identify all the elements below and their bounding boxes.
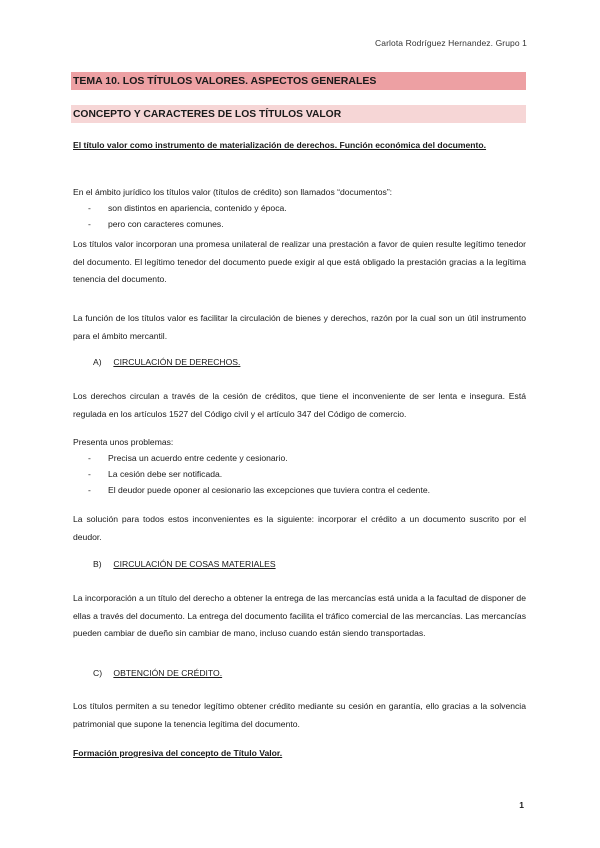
paragraph-7: La incorporación a un título del derecho a obtener la entrega de las mercancías está unida a la facultad de disponer de ellas a través del documento. La entrega del documento facilita el tráfico comercial de las mercancías. Las mercancías pueden cambiar de dueño sin cambiar de mano, incluso cuando están siendo transportadas. (73, 593, 526, 638)
running-header: Carlota Rodríguez Hernandez. Grupo 1 (375, 38, 527, 48)
paragraph-5: Presenta unos problemas: (73, 437, 174, 447)
section-letter: B) (93, 559, 102, 569)
list-item: - son distintos en apariencia, contenido y época. (73, 200, 526, 216)
paragraph-4: Los derechos circulan a través de la cesión de créditos, que tiene el inconveniente de ser lenta e insegura. Está regulada en los artículos 1527 del Código civil y el artículo 347 del Código de comercio. (73, 391, 526, 419)
section-title: CONCEPTO Y CARACTERES DE LOS TÍTULOS VALOR (71, 105, 526, 123)
bullet-list-1 (73, 200, 526, 232)
paragraph-6: La solución para todos estos inconvenientes es la siguiente: incorporar el crédito a un documento suscrito por el deudor. (73, 514, 526, 542)
section-letter: C) (93, 668, 103, 678)
paragraph-8: Los títulos permiten a su tenedor legítimo obtener crédito mediante su cesión en garantía, ello gracias a la solvencia patrimonial que supone la tenencia legítima del documento. (73, 701, 526, 729)
section-a-title: CIRCULACIÓN DE DERECHOS. (113, 357, 241, 367)
section-a-heading (93, 357, 240, 367)
page-number: 1 (519, 800, 524, 810)
section-b-title: CIRCULACIÓN DE COSAS MATERIALES (113, 559, 276, 569)
list-item: - pero con caracteres comunes. (73, 216, 526, 232)
final-heading: Formación progresiva del concepto de Título Valor. (73, 748, 283, 758)
list-item: - La cesión debe ser notificada. (73, 466, 526, 482)
section-c-title: OBTENCIÓN DE CRÉDITO. (113, 668, 223, 678)
paragraph-2: Los títulos valor incorporan una promesa unilateral de realizar una prestación a favor de quien resulte legítimo tenedor del documento. El legítimo tenedor del documento puede exigir al que está obligado la prestación gracias a la legítima tenencia del documento. (73, 239, 526, 284)
section-b-heading (93, 559, 276, 569)
bullet-list-2 (73, 450, 526, 498)
paragraph-1: En el ámbito jurídico los títulos valor (títulos de crédito) son llamados “documentos”: (73, 187, 393, 197)
paragraph-3: La función de los títulos valor es facilitar la circulación de bienes y derechos, razón por la cual son un útil instrumento para el ámbito mercantil. (73, 313, 526, 341)
section-letter: A) (93, 357, 102, 367)
intro-heading: El título valor como instrumento de materialización de derechos. Función económica del documento. (73, 140, 487, 150)
chapter-title: TEMA 10. LOS TÍTULOS VALORES. ASPECTOS GENERALES (71, 72, 526, 90)
list-item: - El deudor puede oponer al cesionario las excepciones que tuviera contra el cedente. (73, 482, 526, 498)
section-c-heading (93, 668, 222, 678)
list-item: - Precisa un acuerdo entre cedente y cesionario. (73, 450, 526, 466)
